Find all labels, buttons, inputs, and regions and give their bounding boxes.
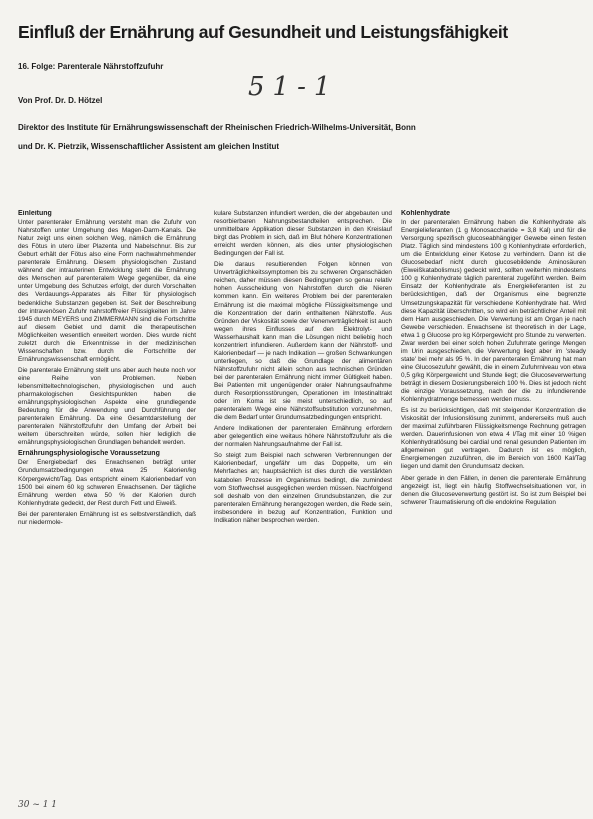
paragraph: Andere Indikationen der parenteralen Ernährung erfordern aber gelegentlich eine weitaus höhere Nährstoffzufuhr als die der normalen Nahrungsaufnahme der Fall ist.: [214, 425, 392, 449]
paragraph: kulare Substanzen infundiert werden, die der abgebauten und resorbierbaren Nahrungsbestandteilen entsprechen. Die unmittelbare Applikation dieser Substanzen in den Kreislauf birgt das Problem in sich, daß im Blut höhere Konzentrationen erreicht werden können, als dies unter physiologischen Bedingungen der Fall ist.: [214, 210, 392, 258]
section-heading: Einleitung: [18, 210, 52, 217]
paragraph: Es ist zu berücksichtigen, daß mit steigender Konzentration die Viskosität der Infusionslösung zunimmt, andererseits muß auch der maximal zuführbaren Flüssigkeitsmenge Rechnung getragen werden. Dauerinfusionen von etwa 4 l/Tag mit einer 10 %igen Kohlenhydratlösung bei cardial und renal gesunden Patienten im allgemeinen gut vertragen. Dadurch ist es möglich, Energiemengen zuzuführen, die im Bereich von 1600 Kal/Tag liegen und damit den Grundumsatz decken.: [401, 407, 586, 471]
article-title: Einfluß der Ernährung auf Gesundheit und Leistungsfähigkeit: [18, 22, 508, 42]
paragraph: So steigt zum Beispiel nach schweren Verbrennungen der Kalorienbedarf, ungefähr um das Doppelte, um ein Mehrfaches an; hauptsächlich ist dies durch die verstärkten katabolen Prozesse im Organismus bedingt, die zumindest vom Stoffwechsel ausgeglichen werden müssen. Nachfolgend soll deshalb von den einzelnen Grundsubstanzen, die zur parenteralen Ernährung herangezogen werden, die Rede sein, insbesondere in bezug auf Konzentration, Funktion und Indikation näher besprochen werden.: [214, 452, 392, 524]
text-column-2: [214, 210, 392, 805]
paragraph: Der Energiebedarf des Erwachsenen beträgt unter Grundumsatzbedingungen etwa 25 Kalorien/kg Körpergewicht/Tag. Das entspricht einem Kalorienbedarf von 1500 bei einem 60 kg schweren Erwachsenen. Der tägliche Ernährung werden etwa 50 % der Kalorien durch Kohlenhydrate gedeckt, der Rest durch Fett und Eiweiß.: [18, 459, 196, 507]
paragraph: Aber gerade in den Fällen, in denen die parenterale Ernährung angezeigt ist, liegt ein häufig Stoffwechselsituationen vor, in denen die Glucoseverwertung gestört ist. So ist zum Beispiel bei schwerer Traumatisierung oft die endokrine Regulation: [401, 474, 586, 506]
paragraph: Unter parenteraler Ernährung versteht man die Zufuhr von Nahrstoffen unter Umgehung des Magen-Darm-Kanals. Die Natur zeigt uns einen solchen Weg, nämlich die Ernährung des Fötus in utero über Plazenta und Nabelschnur. Bis zur Geburt erhält der Fötus also eine Form nachwahrnehmender parenterale Ernährung. Diesem physiologischen Zustand während der intrauterinen Entwicklung steht die Ernährung des Menschen auf parenteralem Wege gegenüber, da eine unter Umgebung des Schutzes erfolgt, der durch Vorschalten des Verdauungs-Apparates als Filter für physiologisch bedenkliche Substanzen gegeben ist. Seit der Beschreibung der intravenösen Zufuhr nahrstofffreier Flüssigkeiten im Jahre 1945 durch MEYERS und ZIMMERMANN sind die Fortschritte auf diesem Gebiet und damit die therapeutischen Möglichkeiten wesentlich erweitert worden. Dies wurde nicht zuletzt durch die Erkenntnisse in der medizinischen Wissenschaften bzw. durch die Fortschritte der Ernährungswissenschaft ermöglicht.: [18, 219, 196, 363]
paragraph: Die parenterale Ernährung stellt uns aber auch heute noch vor eine Reihe von Problemen. Neben lebensmitteltechnologischen, physiologischen und auch pharmakologischen Gesichtspunkten haben die ernährungsphysiologischen Aspekte eine grundlegende Bedeutung für die Anwendung und Durchführung der parenteralen Ernährung. Da eine Gesamtdarstellung der parenteralen Nährstoffzufuhr den Umfang der Arbeit bei weitem überschreiten würde, sollen hier lediglich die ernährungsphysiologischen Grundlagen behandelt werden.: [18, 366, 196, 447]
series-subtitle: 16. Folge: Parenterale Nährstoffzufuhr: [18, 62, 164, 71]
page-mark: 30 ~ 1 1: [18, 800, 58, 810]
paragraph: Bei der parenteralen Ernährung ist es selbstverständlich, daß nur niedermole-: [18, 510, 196, 526]
section-heading: Ernährungsphysiologische Voraussetzung: [18, 450, 160, 458]
paragraph: In der parenteralen Ernährung haben die Kohlenhydrate als Energielieferanten (1 g Monosaccharide = 3,8 Kal) und für die Versorgung spezifisch glucoseabhängiger Gewebe einen festen Platz. Täglich sind mindestens 100 g Kohlenhydrate erforderlich, um die Entwicklung einer Ketose zu verhindern. Dann ist die Glucosebedarf nicht durch glucosebildende Aminosäuren (Eiweißkatabolismus) gedeckt wird, sollten weiterhin mindestens 100 g Kohlenhydrate täglich parenteral zugeführt werden. Beim Einsatz der Kohlenhydrate als Energielieferanten ist zu berücksichtigen, daß der Organismus eine begrenzte Umsetzungskapazität für verschiedene Kohlenhydrate hat. Wird diese Kapazität überschritten, so wird ein beträchtlicher Anteil mit dem Harn ausgeschieden. Die Verwertung ist am Organ je nach Gewebe verschieden. Erwachsene ist theoretisch in der Lage, etwa 1 g Glucose pro kg Körpergewicht pro Stunde zu verwerten. Zwar werden bei einer solch hohen Zufuhrrate geringe Mengen im Urin ausgeschieden, die Verwertung liegt aber im 'steady state' bei mehr als 95 %. In der parenteralen Ernährung hat man eine Glucosezufuhr gewählt, die in einem Zufuhrniveau von etwa 0,5 g/kg Körpergewicht und Stunde liegt; die Glucoseverwertung beträgt in diesem Dosierungsbereich 100 %. Dies ist jedoch nicht die einzige Voraussetzung, nach der die zu infundierende Kohlenhydratmenge bemessen werden muss.: [401, 219, 586, 404]
handwritten-note: 51-1: [248, 72, 339, 102]
author-line: Von Prof. Dr. D. Hötzel: [18, 96, 103, 105]
paragraph: Die daraus resultierenden Folgen können von Unverträglichkeitssymptomen bis zu schweren Organschäden reichen, daher müssen diesen Bedingungen so genau relativ hohen Ausscheidung von Nahrstoffen durch die Nieren kommen kann. Ein weiteres Problem bei der parenteralen Ernährung ist die maximal mögliche Flüssigkeitsmenge und die Konzentration der darin enthaltenen Nährstoffe. Aus Gründen der Viskosität sowie der Venenverträglichkeit ist auch wegen ihres Einflusses auf den Elektrolyt- und Wasserhaushalt kann man die Lösungen nicht beliebig hoch konzentriert infundieren. Außerdem kann der Nährstoff- und Kalorienbedarf — je nach Indikation — großen Schwankungen unterliegen, so daß die Grundlage der alimentären Nährstoffzufuhr nicht allein schon aus technischen Gründen bei der parenteralen Ernährung nicht immer Gültigkeit haben. Bei Patienten mit ungenügender oraler Nahrungsaufnahme durch Resorptionsstörungen, Operationen im Intestinaltrakt oder im Koma ist sie meist unterschiedlich, so auf parenteralem Wege eine Nährstoffsubstitution vorzunehmen, die dem Bedarf unter Grundumsatzbedingungen entspricht.: [214, 261, 392, 422]
text-column-1: [18, 210, 196, 805]
author-affiliation: Direktor des Institute für Ernährungswissenschaft der Rheinischen Friedrich-Wilhelms-Universität, Bonn: [18, 123, 416, 132]
section-heading: Kohlenhydrate: [401, 210, 451, 217]
text-column-3: [401, 210, 586, 805]
coauthor-line: und Dr. K. Pietrzik, Wissenschaftlicher Assistent am gleichen Institut: [18, 142, 280, 151]
